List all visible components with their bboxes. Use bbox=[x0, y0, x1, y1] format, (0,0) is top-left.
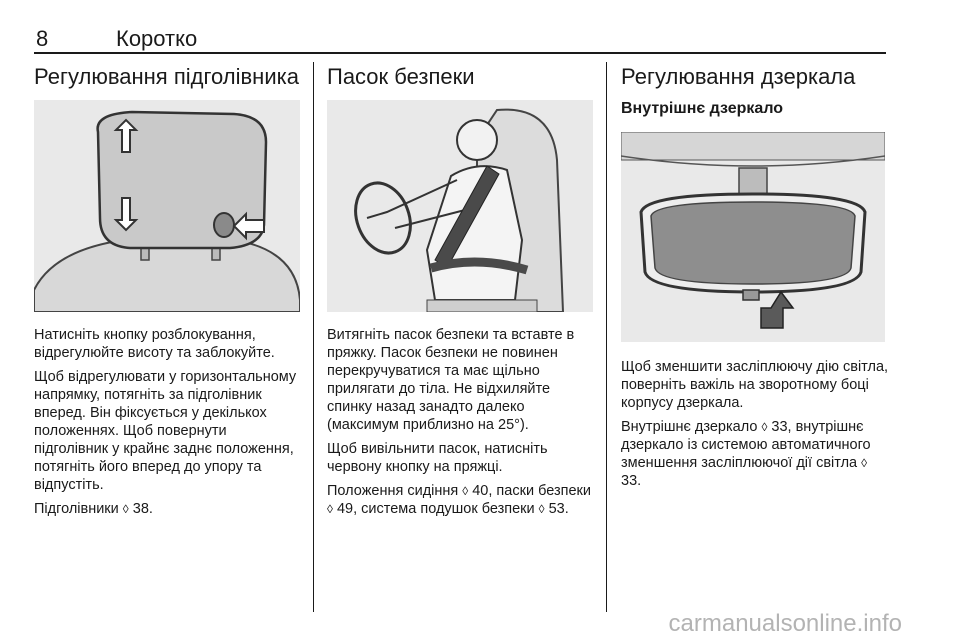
mirror-subheading: Внутрішнє дзеркало bbox=[621, 100, 784, 117]
column-divider-2 bbox=[606, 62, 607, 612]
page-ref-icon: ◊ bbox=[538, 502, 545, 516]
seatbelt-paragraph-1: Витягніть пасок безпеки та вставте в пряжку. Пасок безпеки не повинен перекручуватися та має щільно прилягати до тіла. Не відхиляйте спинку назад занадто далеко (максимум приблизно на 25°). bbox=[327, 327, 575, 433]
mirror-ref-text-2: 33, внутрішнє дзеркало із системою автоматичного зменшення засліплюючої дії світла bbox=[621, 419, 871, 471]
headrest-text bbox=[34, 326, 300, 524]
watermark: carmanualsonline.info bbox=[668, 610, 902, 637]
seatbelt-ref-text-3: 49, система подушок безпеки bbox=[332, 501, 539, 517]
mirror-illustration bbox=[621, 132, 885, 342]
seatbelt-heading: Пасок безпеки bbox=[327, 64, 475, 89]
header-rule bbox=[34, 52, 886, 54]
seatbelt-text bbox=[327, 326, 595, 524]
page-ref-icon: ◊ bbox=[861, 456, 868, 470]
seatbelt-ref-text-1: Положення сидіння bbox=[327, 483, 463, 499]
seatbelt-ref-text-4: 53. bbox=[544, 501, 569, 517]
headrest-illustration bbox=[34, 100, 300, 312]
headrest-drawing bbox=[34, 100, 300, 312]
mirror-ref-text-3: 33. bbox=[621, 473, 642, 489]
headrest-paragraph-2: Щоб відрегулювати у горизонтальному напрямку, потягніть за підголівник вперед. Він фіксується у декількох положеннях. Щоб повернути підголівник у крайнє заднє положення, потягніть його вперед до упору та відпустіть. bbox=[34, 369, 297, 493]
seatbelt-drawing bbox=[327, 100, 593, 312]
headrest-paragraph-1: Натисніть кнопку розблокування, відрегулюйте висоту та заблокуйте. bbox=[34, 327, 275, 361]
page-ref-icon: ◊ bbox=[327, 502, 333, 516]
seatbelt-paragraph-2: Щоб вивільнити пасок, натисніть червону кнопку на пряжці. bbox=[327, 441, 548, 475]
page-ref-icon: ◊ bbox=[761, 420, 768, 434]
page-number: 8 bbox=[36, 26, 49, 51]
headrest-reference-text: Підголівники bbox=[34, 501, 119, 517]
mirror-paragraph-1: Щоб зменшити засліплюючу дію світла, поверніть важіль на зворотному боці корпусу дзеркала. bbox=[621, 359, 889, 411]
headrest-reference-page: 38. bbox=[132, 501, 153, 517]
headrest-reference[interactable] bbox=[34, 500, 300, 518]
seatbelt-ref-text-2: 40, паски безпеки bbox=[468, 483, 591, 499]
section-title: Коротко bbox=[116, 26, 198, 51]
mirror-references[interactable] bbox=[621, 418, 889, 490]
mirror-text bbox=[621, 358, 889, 496]
mirror-section bbox=[621, 60, 889, 120]
headrest-heading: Регулювання підголівника bbox=[34, 64, 299, 89]
mirror-drawing bbox=[621, 132, 885, 342]
mirror-heading: Регулювання дзеркала bbox=[621, 64, 856, 89]
mirror-ref-text-1: Внутрішнє дзеркало bbox=[621, 419, 762, 435]
seatbelt-illustration bbox=[327, 100, 593, 312]
page-ref-icon: ◊ bbox=[462, 484, 469, 498]
seatbelt-references[interactable] bbox=[327, 482, 595, 518]
seatbelt-section bbox=[327, 60, 595, 94]
headrest-section bbox=[34, 60, 302, 94]
page-ref-icon: ◊ bbox=[122, 502, 129, 516]
column-divider-1 bbox=[313, 62, 314, 612]
